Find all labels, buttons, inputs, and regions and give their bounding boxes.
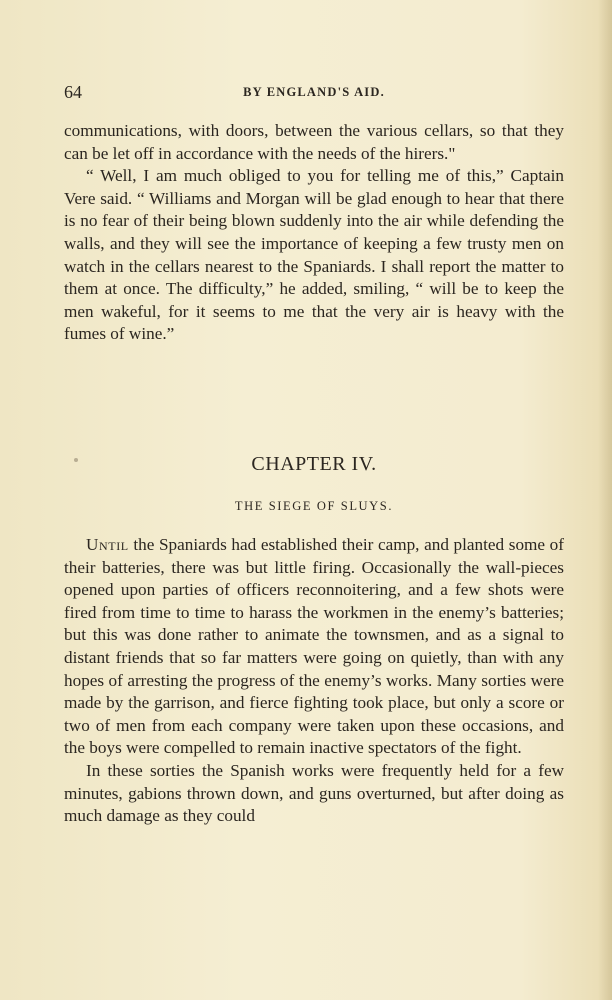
continued-text: [64, 120, 564, 346]
page-header: [64, 82, 564, 106]
chapter-subtitle: THE SIEGE OF SLUYS.: [234, 499, 394, 513]
chapter-title: CHAPTER IV.: [251, 453, 377, 475]
opening-word: Until: [86, 535, 129, 554]
page-number: 64: [64, 82, 82, 102]
paragraph: [64, 534, 564, 760]
paragraph: communications, with doors, between the various cellars, so that they can be let off in accordance with the needs of the hirers.": [64, 121, 564, 163]
paragraph: “ Well, I am much obliged to you for telling me of this,” Captain Vere said. “ Williams and Morgan will be glad enough to hear that there is no fear of their being blown suddenly into the air while defending the walls, and they will see the importance of keeping a few trusty men on watch in the cellars nearest to the Spaniards. I shall report the matter to them at once. The difficulty,” he added, smiling, “ will be to keep the men wakeful, for it seems to me that the very air is heavy with the fumes of wine.”: [64, 166, 564, 344]
page-edge-shadow: [598, 0, 612, 1000]
paragraph: In these sorties the Spanish works were frequently held for a few minutes, gabions thrown down, and guns overturned, but after doing as much damage as they could: [64, 760, 564, 826]
chapter-text: [64, 534, 564, 828]
paragraph-text: the Spaniards had established their camp, and planted some of their batteries, there was but little firing. Occasionally the wall-pieces opened upon parties of officers reconnoitering, and a few shots were fired from time to time to harass the workmen in the enemy’s batteries; but this was done rather to animate the townsmen, and as a signal to distant friends that so far matters were going on quietly, than with any hopes of arresting the progress of the enemy’s works. Many sorties were made by the garrison, and fierce fighting took place, but only a score or two of men from each company were taken upon these occasions, and the boys were compelled to remain inactive spectators of the fight.: [64, 535, 564, 758]
running-head: BY ENGLAND'S AID.: [243, 85, 385, 99]
